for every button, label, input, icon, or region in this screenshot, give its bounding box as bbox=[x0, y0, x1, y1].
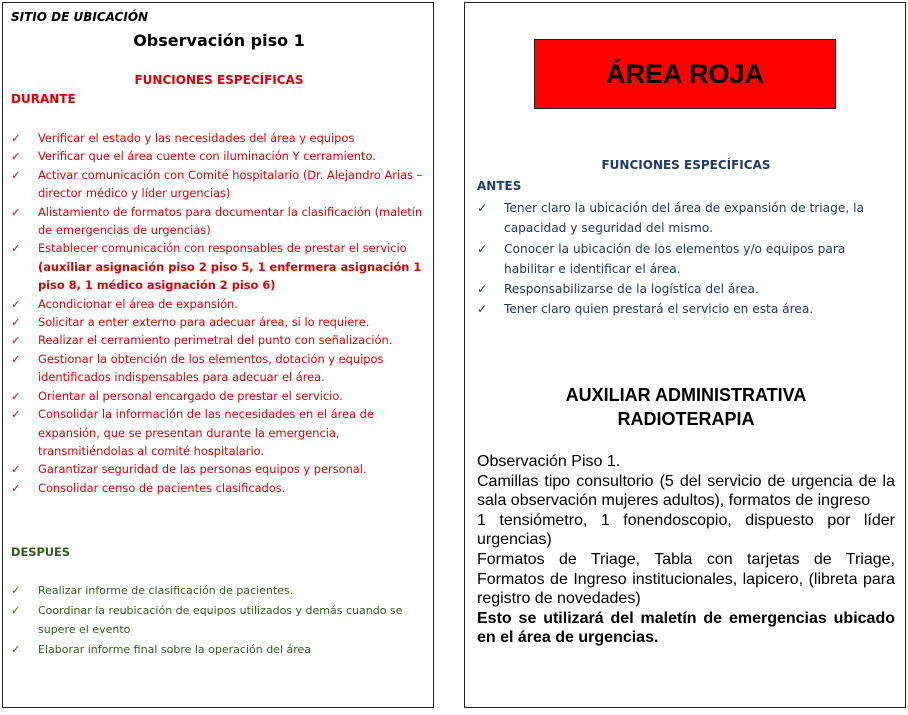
after-item bbox=[11, 581, 425, 601]
functions-title-right: FUNCIONES ESPECÍFICAS bbox=[601, 158, 771, 172]
list-item-text: Solicitar a enter externo para adecuar área, si lo requiere. bbox=[38, 315, 370, 330]
checkmark-icon: ✓ bbox=[11, 296, 21, 311]
during-item bbox=[11, 239, 425, 294]
functions-title: FUNCIONES ESPECÍFICAS bbox=[134, 73, 304, 87]
during-item bbox=[11, 166, 425, 203]
checkmark-icon: ✓ bbox=[477, 241, 488, 256]
site-label: SITIO DE UBICACIÓN bbox=[11, 10, 149, 24]
list-item-text: Consolidar censo de pacientes clasificados. bbox=[38, 480, 286, 495]
area-title: ÁREA ROJA bbox=[605, 58, 765, 89]
list-item-text: Conocer la ubicación de los elementos y/o equipos para habilitar e identificar el área. bbox=[504, 241, 846, 276]
checkmark-icon: ✓ bbox=[11, 584, 21, 597]
list-item-text: Acondicionar el área de expansión. bbox=[38, 296, 238, 311]
during-item bbox=[11, 405, 425, 460]
resources-line: 1 tensiómetro, 1 fonendoscopio, dispuesto por líder urgencias) bbox=[477, 511, 895, 549]
during-item bbox=[11, 147, 425, 165]
role-title bbox=[465, 383, 907, 431]
before-item bbox=[477, 279, 897, 299]
list-item-text: Tener claro la ubicación del área de expansión de triage, la capacidad y seguridad del mismo. bbox=[504, 201, 864, 236]
during-item bbox=[11, 479, 425, 497]
left-card bbox=[2, 2, 434, 708]
checkmark-icon: ✓ bbox=[11, 407, 21, 422]
checkmark-icon: ✓ bbox=[11, 204, 21, 219]
resources-lines bbox=[477, 452, 895, 609]
after-label: DESPUES bbox=[11, 545, 71, 559]
during-list bbox=[11, 129, 425, 497]
role-title-line1: AUXILIAR ADMINISTRATIVA bbox=[565, 385, 807, 405]
during-label: DURANTE bbox=[11, 92, 76, 106]
list-item-text: Responsabilizarse de la logística del área. bbox=[504, 282, 759, 297]
checkmark-icon: ✓ bbox=[11, 333, 21, 348]
checkmark-icon: ✓ bbox=[11, 388, 21, 403]
list-item-text: Activar comunicación con Comité hospitalario (Dr. Alejandro Arias – director médico y líder urgencias) bbox=[38, 167, 423, 201]
checkmark-icon: ✓ bbox=[11, 149, 21, 164]
list-item-text: Consolidar la información de las necesidades en el área de expansión, que se presentan durante la emergencia, transmitiéndolas al comité hospitalario. bbox=[38, 407, 374, 458]
during-item bbox=[11, 313, 425, 331]
list-item-text: Verificar el estado y las necesidades del área y equipos bbox=[38, 131, 355, 145]
list-item-text: Garantizar seguridad de las personas equipos y personal. bbox=[38, 462, 367, 477]
resources-note: Esto se utilizará del maletín de emergencias ubicado en el área de urgencias. bbox=[477, 609, 895, 647]
during-item bbox=[11, 331, 425, 349]
before-item bbox=[477, 299, 897, 319]
right-card bbox=[464, 2, 906, 708]
checkmark-icon: ✓ bbox=[11, 167, 21, 182]
after-item bbox=[11, 601, 425, 640]
resources-line: Observación Piso 1. bbox=[477, 453, 621, 470]
before-list bbox=[477, 198, 897, 320]
list-item-text: Realizar informe de clasificación de pacientes. bbox=[38, 584, 294, 597]
area-title-box bbox=[534, 39, 836, 109]
during-item bbox=[11, 387, 425, 405]
checkmark-icon: ✓ bbox=[11, 480, 21, 495]
during-item bbox=[11, 460, 425, 478]
during-item bbox=[11, 129, 425, 147]
checkmark-icon: ✓ bbox=[11, 603, 21, 617]
during-item bbox=[11, 203, 425, 240]
checkmark-icon: ✓ bbox=[11, 131, 21, 145]
list-item-text: Verificar que el área cuente con iluminación Y cerramiento. bbox=[38, 149, 376, 164]
checkmark-icon: ✓ bbox=[477, 282, 488, 297]
checkmark-icon: ✓ bbox=[11, 351, 21, 366]
before-item bbox=[477, 198, 897, 239]
resources-line: Camillas tipo consultorio (5 del servicio de urgencia de la sala observación mujeres adultos), formatos de ingreso bbox=[477, 472, 895, 510]
during-item bbox=[11, 350, 425, 387]
resources-line: Formatos de Triage, Tabla con tarjetas de Triage, Formatos de Ingreso institucionales, lapicero, (libreta para registro de novedades) bbox=[477, 550, 895, 608]
checkmark-icon: ✓ bbox=[477, 302, 488, 317]
list-item-text: Elaborar informe final sobre la operación del área bbox=[38, 642, 312, 656]
list-item-text: Realizar el cerramiento perimetral del punto con señalización. bbox=[38, 333, 393, 348]
role-title-line2: RADIOTERAPIA bbox=[617, 409, 755, 429]
list-item-text: Tener claro quien prestará el servicio en esta área. bbox=[504, 302, 814, 317]
list-item-text: Alistamiento de formatos para documentar la clasificación (maletín de emergencias de urgencias) bbox=[38, 204, 423, 238]
floor-title: Observación piso 1 bbox=[133, 31, 305, 50]
after-item bbox=[11, 640, 425, 660]
checkmark-icon: ✓ bbox=[11, 462, 21, 477]
resources-text bbox=[477, 452, 895, 648]
checkmark-icon: ✓ bbox=[11, 241, 21, 256]
checkmark-icon: ✓ bbox=[477, 201, 488, 215]
checkmark-icon: ✓ bbox=[11, 315, 21, 330]
checkmark-icon: ✓ bbox=[11, 642, 21, 656]
after-list bbox=[11, 581, 425, 659]
before-label: ANTES bbox=[477, 179, 522, 193]
before-item bbox=[477, 239, 897, 280]
during-item bbox=[11, 295, 425, 313]
list-item-text: Orientar al personal encargado de prestar el servicio. bbox=[38, 388, 343, 403]
list-item-text: Coordinar la reubicación de equipos utilizados y demás cuando se supere el evento bbox=[38, 603, 403, 636]
list-item-text: Gestionar la obtención de los elementos, dotación y equipos identificados indispensables para adecuar el área. bbox=[38, 351, 384, 385]
list-item-bold-text: (auxiliar asignación piso 2 piso 5, 1 enfermera asignación 1 piso 8, 1 médico asignación 2 piso 6) bbox=[38, 259, 422, 293]
list-item-text: Establecer comunicación con responsables de prestar el servicio bbox=[38, 241, 407, 256]
